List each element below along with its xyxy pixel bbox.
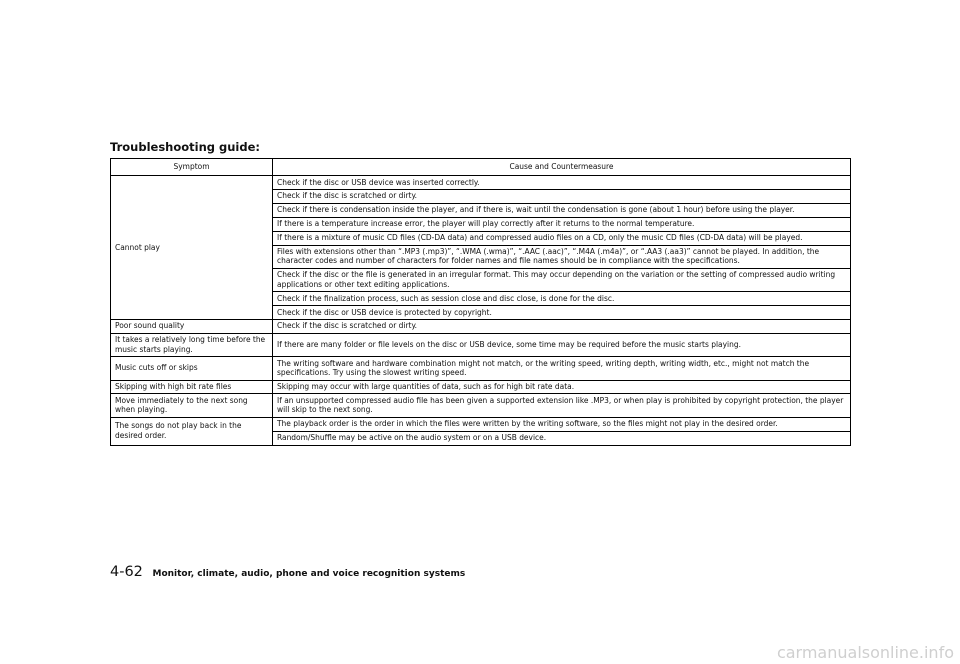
cause-cell: Files with extensions other than “.MP3 (.mp3)”, “.WMA (.wma)”, “.AAC (.aac)”, “.M4A (.m4a)”, or “.AA3 (.aa3)” cannot be played. In addition, the character codes and number of characters for folder names and file names should be in compliance with the specifications. bbox=[273, 245, 851, 268]
cause-cell: Skipping may occur with large quantities of data, such as for high bit rate data. bbox=[273, 380, 851, 394]
troubleshooting-table bbox=[110, 158, 851, 446]
cause-cell: Check if the disc is scratched or dirty. bbox=[273, 189, 851, 203]
table-row bbox=[111, 417, 851, 431]
cause-cell: Random/Shuffle may be active on the audio system or on a USB device. bbox=[273, 431, 851, 445]
table-body bbox=[111, 176, 851, 446]
cause-cell: If there are many folder or file levels on the disc or USB device, some time may be required before the music starts playing. bbox=[273, 333, 851, 356]
cause-cell: Check if the disc or USB device was inserted correctly. bbox=[273, 176, 851, 190]
symptom-cell: Poor sound quality bbox=[111, 319, 273, 333]
symptom-cell: It takes a relatively long time before the music starts playing. bbox=[111, 333, 273, 356]
cause-cell: Check if the disc is scratched or dirty. bbox=[273, 319, 851, 333]
chapter-title: Monitor, climate, audio, phone and voice recognition systems bbox=[152, 569, 466, 579]
cause-cell: Check if the disc or USB device is protected by copyright. bbox=[273, 306, 851, 320]
symptom-cell: Cannot play bbox=[111, 176, 273, 320]
cause-cell: Check if the finalization process, such as session close and disc close, is done for the disc. bbox=[273, 292, 851, 306]
cause-cell: If an unsupported compressed audio file has been given a supported extension like .MP3, or when play is prohibited by copyright protection, the player will skip to the next song. bbox=[273, 394, 851, 417]
symptom-cell: The songs do not play back in the desired order. bbox=[111, 417, 273, 445]
column-header-symptom: Symptom bbox=[111, 159, 273, 176]
cause-cell: The playback order is the order in which the files were written by the writing software, so the files might not play in the desired order. bbox=[273, 417, 851, 431]
cause-cell: The writing software and hardware combination might not match, or the writing speed, writing depth, writing width, etc., might not match the specifications. Try using the slowest writing speed. bbox=[273, 357, 851, 380]
table-header-row bbox=[111, 159, 851, 176]
symptom-cell: Skipping with high bit rate files bbox=[111, 380, 273, 394]
page-footer bbox=[110, 561, 465, 580]
table-row bbox=[111, 176, 851, 190]
table-row bbox=[111, 357, 851, 380]
page-number: 4-62 bbox=[110, 564, 143, 580]
cause-cell: Check if the disc or the file is generated in an irregular format. This may occur depending on the variation or the setting of compressed audio writing applications or other text editing applications. bbox=[273, 268, 851, 291]
cause-cell: Check if there is condensation inside the player, and if there is, wait until the condensation is gone (about 1 hour) before using the player. bbox=[273, 203, 851, 217]
section-heading: Troubleshooting guide: bbox=[110, 140, 260, 154]
watermark: carmanualsonline.info bbox=[776, 643, 954, 662]
table-row bbox=[111, 380, 851, 394]
symptom-cell: Music cuts off or skips bbox=[111, 357, 273, 380]
table-row bbox=[111, 394, 851, 417]
cause-cell: If there is a mixture of music CD files (CD-DA data) and compressed audio files on a CD, only the music CD files (CD-DA data) will be played. bbox=[273, 231, 851, 245]
table-row bbox=[111, 319, 851, 333]
cause-cell: If there is a temperature increase error, the player will play correctly after it returns to the normal temperature. bbox=[273, 217, 851, 231]
table-row bbox=[111, 333, 851, 356]
symptom-cell: Move immediately to the next song when playing. bbox=[111, 394, 273, 417]
column-header-cause: Cause and Countermeasure bbox=[273, 159, 851, 176]
